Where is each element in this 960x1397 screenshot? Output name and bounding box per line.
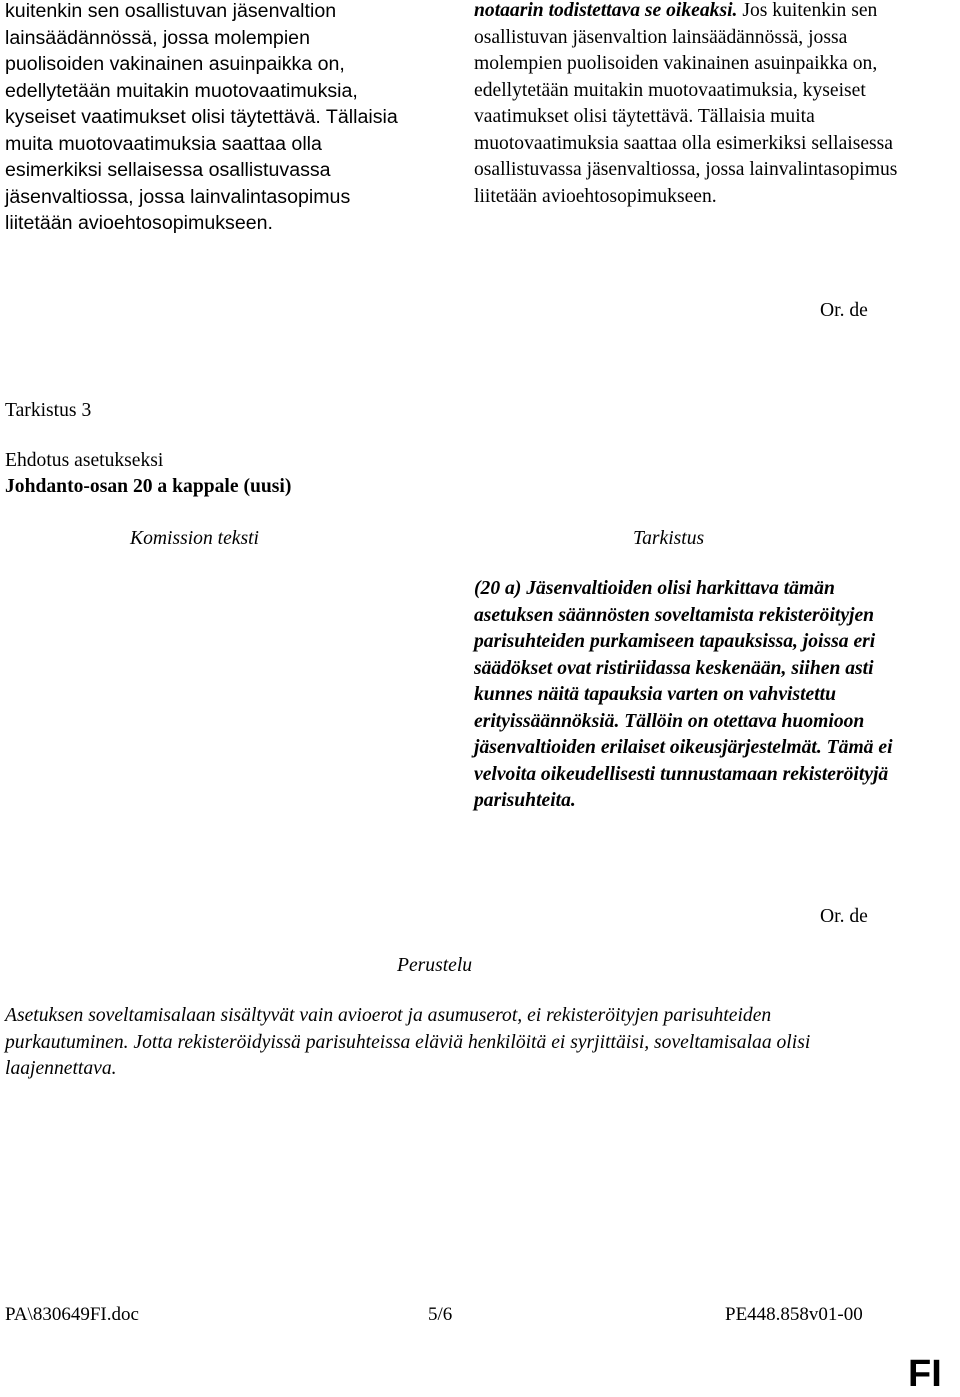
language-code: FI [908, 1353, 942, 1395]
origin-language-1: Or. de [820, 300, 868, 321]
proposal-label: Ehdotus asetukseksi [5, 450, 164, 471]
amendment-title: Tarkistus 3 [5, 400, 92, 421]
right-column-emphasis: notaarin todistettava se oikeaksi. [474, 0, 738, 21]
footer-page-number: 5/6 [428, 1304, 453, 1325]
recital-label: Johdanto-osan 20 a kappale (uusi) [5, 476, 292, 497]
justification-text: Asetuksen soveltamisalaan sisältyvät vain avioerot ja asumuserot, ei rekisteröityjen parisuhteiden purkautuminen. Jotta rekisteröidyissä parisuhteissa eläviä henkilöitä ei syrjittäisi, soveltamisalaa olisi laajennettava. [5, 1005, 811, 1079]
footer-pe-ref: PE448.858v01-00 [725, 1304, 863, 1325]
origin-language-2: Or. de [820, 906, 868, 927]
amendment-header: Tarkistus [633, 528, 705, 549]
left-column-text: kuitenkin sen osallistuvan jäsenvaltion lainsäädännössä, jossa molempien puolisoiden vakinainen asuinpaikka on, edellytetään muitakin muotovaatimuksia, kyseiset vaatimukset olisi täytettävä. Tällaisia muita muotovaatimuksia saattaa olla esimerkiksi sellaisessa osallistuvassa jäsenvaltiossa, jossa lainvalintasopimus liitetään avioehtosopimukseen. [5, 0, 398, 234]
justification-label: Perustelu [397, 955, 473, 976]
right-column-body: Jos kuitenkin sen osallistuvan jäsenvaltion lainsäädännössä, jossa molempien puolisoiden vakinainen asuinpaikka on, edellytetään muitakin muotovaatimuksia, kyseiset vaatimukset olisi täytettävä. Tällaisia muita muotovaatimuksia saattaa olla esimerkiksi sellaisessa osallistuvassa jäsenvaltiossa, jossa lainvalintasopimus liitetään avioehtosopimukseen. [474, 0, 898, 207]
right-column-text [474, 0, 914, 210]
commission-text-header: Komission teksti [130, 528, 259, 549]
footer-doc-ref: PA\830649FI.doc [5, 1304, 139, 1325]
amendment-text: (20 a) Jäsenvaltioiden olisi harkittava tämän asetuksen säännösten soveltamista rekisteröityjen parisuhteiden purkamiseen tapauksissa, joissa eri säädökset ovat ristiriidassa keskenään, siihen asti kunnes näitä tapauksia varten on vahvistettu erityissäännöksiä. Tällöin on otettava huomioon jäsenvaltioiden erilaiset oikeusjärjestelmät. Tämä ei velvoita oikeudellisesti tunnustamaan rekisteröityjä parisuhteita. [474, 578, 893, 811]
